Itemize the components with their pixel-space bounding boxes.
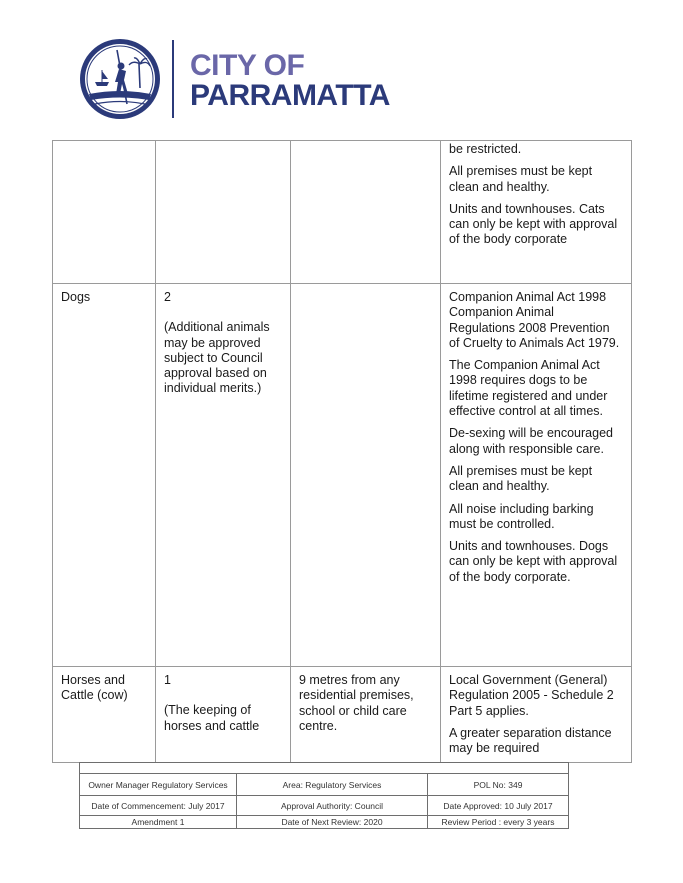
footer-top-band	[80, 763, 569, 774]
number-cell	[156, 141, 291, 284]
condition-text: De-sexing will be encouraged along with responsible care.	[449, 426, 613, 456]
brand-line-2: PARRAMATTA	[190, 79, 390, 112]
table-row	[53, 284, 632, 667]
footer-review-period: Review Period : every 3 years	[428, 816, 569, 829]
separation-cell	[291, 141, 441, 284]
footer-owner: Owner Manager Regulatory Services	[80, 774, 237, 796]
condition-text: Local Government (General) Regulation 2005 - Schedule 2 Part 5 applies.	[449, 673, 614, 718]
animal-cell	[53, 141, 156, 284]
condition-text: be restricted.	[449, 142, 522, 156]
animal-cell: Horses and Cattle (cow)	[53, 667, 156, 763]
condition-text: All premises must be kept clean and healthy.	[449, 463, 593, 494]
brand-line-1: CITY OF	[190, 49, 305, 82]
animal-cell: Dogs	[53, 284, 156, 667]
conditions-cell	[441, 141, 632, 284]
city-logo-wordmark	[190, 51, 390, 111]
table-row	[53, 141, 632, 284]
condition-text: The Companion Animal Act 1998 requires dogs to be lifetime registered and under effective control at all times.	[449, 358, 608, 419]
conditions-cell	[441, 667, 632, 763]
number-value: 1	[164, 673, 171, 687]
separation-cell	[291, 284, 441, 667]
document-control-footer	[79, 762, 569, 829]
footer-amendment: Amendment 1	[80, 816, 237, 829]
condition-text: All premises must be kept clean and healthy.	[449, 164, 593, 194]
city-logo-emblem	[79, 38, 161, 120]
number-note: (Additional animals may be approved subject to Council approval based on individual merits.)	[164, 320, 270, 396]
footer-commencement: Date of Commencement: July 2017	[80, 796, 237, 816]
condition-text: Units and townhouses. Dogs can only be kept with approval of the body corporate.	[449, 539, 618, 584]
separation-cell: 9 metres from any residential premises, school or child care centre.	[291, 667, 441, 763]
number-cell	[156, 667, 291, 763]
number-cell	[156, 284, 291, 667]
table-row	[53, 667, 632, 763]
footer-area: Area: Regulatory Services	[237, 774, 428, 796]
conditions-cell	[441, 284, 632, 667]
condition-text: All noise including barking must be controlled.	[449, 501, 594, 531]
footer-next-review: Date of Next Review: 2020	[237, 816, 428, 829]
number-note: (The keeping of horses and cattle	[164, 703, 260, 733]
condition-text: Companion Animal Act 1998 Companion Animal Regulations 2008 Prevention of Cruelty to Animals Act 1979.	[449, 290, 620, 350]
footer-date-approved: Date Approved: 10 July 2017	[428, 796, 569, 816]
number-value: 2	[164, 290, 171, 304]
logo-divider	[172, 40, 174, 118]
condition-text: A greater separation distance may be required	[449, 725, 612, 756]
footer-pol-no: POL No: 349	[428, 774, 569, 796]
condition-text: Units and townhouses. Cats can only be kept with approval of the body corporate	[449, 201, 618, 247]
footer-approval-authority: Approval Authority: Council	[237, 796, 428, 816]
animal-keeping-table	[52, 140, 632, 763]
